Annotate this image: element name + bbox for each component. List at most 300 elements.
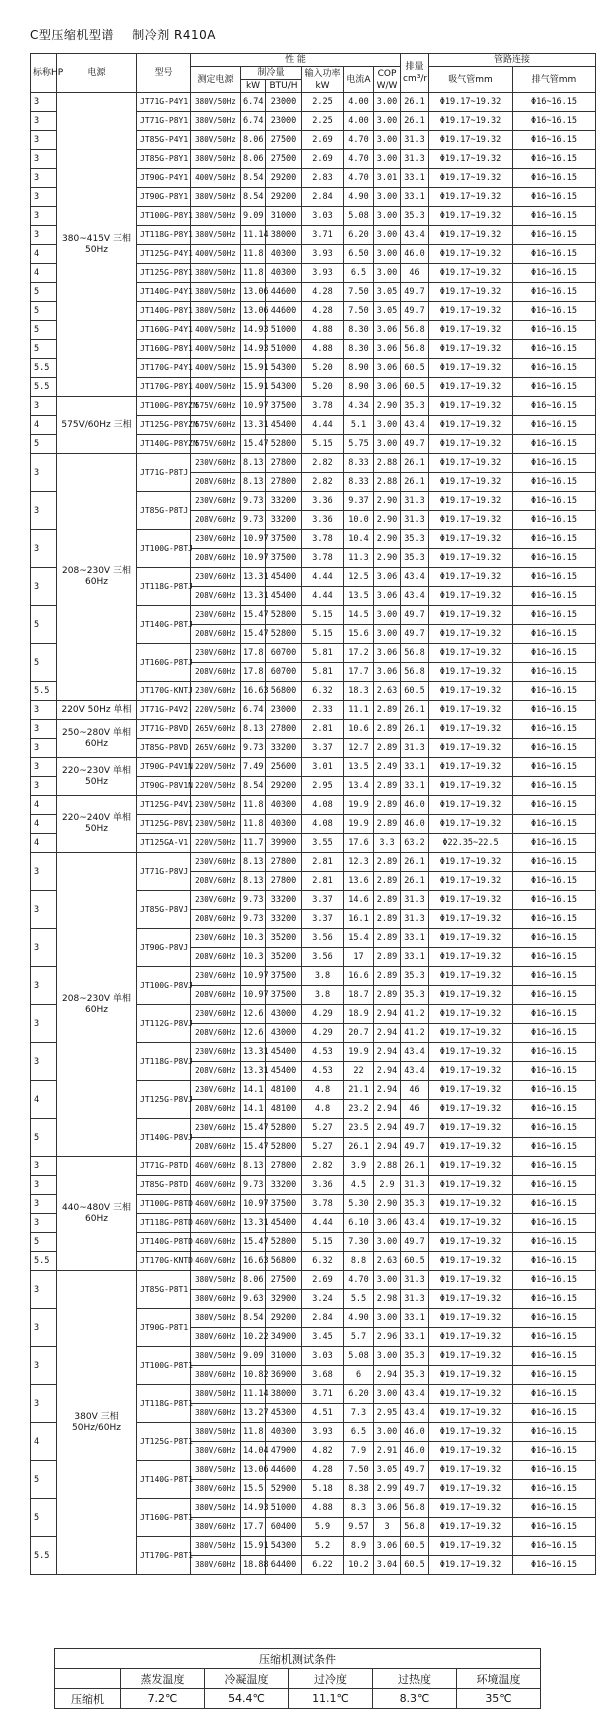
cooling-kw-cell: 8.54 — [241, 1309, 266, 1328]
cop-cell: 2.94 — [374, 1062, 401, 1081]
test-power-cell: 230V/60Hz — [191, 606, 241, 625]
discharge-pipe-cell: Φ16~16.15 — [513, 1404, 596, 1423]
suction-pipe-cell: Φ19.17~19.32 — [429, 1119, 513, 1138]
cop-cell: 2.89 — [374, 948, 401, 967]
test-power-cell: 380V/50Hz — [191, 302, 241, 321]
cooling-btu-cell: 40300 — [266, 264, 302, 283]
discharge-pipe-cell: Φ16~16.15 — [513, 1062, 596, 1081]
input-power-cell: 5.18 — [302, 1480, 344, 1499]
condition-header: 蒸发温度 — [121, 1669, 205, 1689]
discharge-pipe-cell: Φ16~16.15 — [513, 1328, 596, 1347]
cooling-kw-cell: 8.06 — [241, 131, 266, 150]
cooling-btu-cell: 48100 — [266, 1081, 302, 1100]
suction-pipe-cell: Φ19.17~19.32 — [429, 1252, 513, 1271]
model-cell: JT125G-P8YZN — [137, 416, 191, 435]
cooling-btu-cell: 37500 — [266, 549, 302, 568]
cop-cell: 3.06 — [374, 1499, 401, 1518]
suction-pipe-cell: Φ19.17~19.32 — [429, 454, 513, 473]
current-cell: 13.5 — [344, 587, 374, 606]
cooling-kw-cell: 14.93 — [241, 1499, 266, 1518]
discharge-pipe-cell: Φ16~16.15 — [513, 378, 596, 397]
model-cell: JT90G-P8Y1 — [137, 188, 191, 207]
current-cell: 8.3 — [344, 1499, 374, 1518]
power-group-cell: 440~480V 三相 60Hz — [57, 1157, 137, 1271]
cooling-btu-cell: 44600 — [266, 1461, 302, 1480]
hp-cell: 3 — [31, 207, 57, 226]
suction-header: 吸气管mm — [429, 67, 513, 93]
cop-cell: 2.91 — [374, 1442, 401, 1461]
test-power-cell: 208V/60Hz — [191, 872, 241, 891]
suction-pipe-cell: Φ19.17~19.32 — [429, 1062, 513, 1081]
cooling-btu-cell: 29200 — [266, 188, 302, 207]
model-cell: JT100G-P8TD — [137, 1195, 191, 1214]
input-power-cell: 3.8 — [302, 967, 344, 986]
displacement-cell: 60.5 — [401, 359, 429, 378]
displacement-cell: 56.8 — [401, 321, 429, 340]
model-cell: JT85G-P8TD — [137, 1176, 191, 1195]
suction-pipe-cell: Φ19.17~19.32 — [429, 739, 513, 758]
current-cell: 5.08 — [344, 207, 374, 226]
cop-cell: 3.05 — [374, 1461, 401, 1480]
suction-pipe-cell: Φ19.17~19.32 — [429, 1195, 513, 1214]
cooling-kw-cell: 8.13 — [241, 1157, 266, 1176]
condition-header — [55, 1669, 121, 1689]
cop-cell: 3.06 — [374, 568, 401, 587]
cop-cell: 2.99 — [374, 1480, 401, 1499]
cooling-btu-cell: 48100 — [266, 1100, 302, 1119]
current-cell: 6.50 — [344, 245, 374, 264]
cop-cell: 3.00 — [374, 416, 401, 435]
hp-cell: 3 — [31, 1271, 57, 1309]
model-cell: JT170G-KNTD — [137, 1252, 191, 1271]
displacement-cell: 43.4 — [401, 416, 429, 435]
discharge-pipe-cell: Φ16~16.15 — [513, 606, 596, 625]
test-power-cell: 208V/60Hz — [191, 948, 241, 967]
input-power-cell: 2.82 — [302, 1157, 344, 1176]
test-power-cell: 230V/60Hz — [191, 1043, 241, 1062]
test-power-cell: 208V/60Hz — [191, 663, 241, 682]
discharge-pipe-cell: Φ16~16.15 — [513, 758, 596, 777]
current-cell: 12.5 — [344, 568, 374, 587]
suction-pipe-cell: Φ19.17~19.32 — [429, 1480, 513, 1499]
input-power-cell: 2.83 — [302, 169, 344, 188]
displacement-cell: 43.4 — [401, 1385, 429, 1404]
cooling-kw-cell: 10.97 — [241, 1195, 266, 1214]
cop-cell: 2.90 — [374, 1195, 401, 1214]
model-cell: JT90G-P8VJ — [137, 929, 191, 967]
suction-pipe-cell: Φ19.17~19.32 — [429, 511, 513, 530]
input-power-cell: 5.15 — [302, 625, 344, 644]
test-power-cell: 400V/50Hz — [191, 169, 241, 188]
cop-cell: 2.89 — [374, 910, 401, 929]
current-cell: 4.5 — [344, 1176, 374, 1195]
current-cell: 7.50 — [344, 302, 374, 321]
cooling-btu-cell: 54300 — [266, 359, 302, 378]
current-cell: 23.2 — [344, 1100, 374, 1119]
displacement-cell: 31.3 — [401, 891, 429, 910]
model-cell: JT125GA-V1 — [137, 834, 191, 853]
cooling-kw-cell: 6.74 — [241, 701, 266, 720]
model-cell: JT140G-P4Y1 — [137, 283, 191, 302]
input-power-cell: 4.8 — [302, 1081, 344, 1100]
cooling-btu-cell: 32900 — [266, 1290, 302, 1309]
model-cell: JT85G-P4Y1 — [137, 131, 191, 150]
input-power-cell: 5.15 — [302, 606, 344, 625]
power-group-cell: 380~415V 三相 50Hz — [57, 93, 137, 397]
input-power-cell: 3.36 — [302, 1176, 344, 1195]
condition-header: 环境温度 — [457, 1669, 541, 1689]
cooling-btu-cell: 52800 — [266, 606, 302, 625]
suction-pipe-cell: Φ19.17~19.32 — [429, 245, 513, 264]
suction-pipe-cell: Φ19.17~19.32 — [429, 587, 513, 606]
displacement-cell: 31.3 — [401, 492, 429, 511]
displacement-cell: 46 — [401, 1081, 429, 1100]
discharge-pipe-cell: Φ16~16.15 — [513, 359, 596, 378]
cooling-kw-cell: 9.73 — [241, 1176, 266, 1195]
cooling-kw-cell: 12.6 — [241, 1005, 266, 1024]
hp-header: 标称HP — [31, 54, 57, 93]
cooling-btu-cell: 25600 — [266, 758, 302, 777]
cop-cell: 3.05 — [374, 283, 401, 302]
displacement-cell: 49.7 — [401, 1461, 429, 1480]
suction-pipe-cell: Φ19.17~19.32 — [429, 663, 513, 682]
hp-cell: 3 — [31, 1309, 57, 1347]
current-cell: 19.9 — [344, 796, 374, 815]
suction-pipe-cell: Φ19.17~19.32 — [429, 492, 513, 511]
suction-pipe-cell: Φ19.17~19.32 — [429, 796, 513, 815]
cop-cell: 3.00 — [374, 1385, 401, 1404]
cooling-btu-cell: 38000 — [266, 226, 302, 245]
cooling-kw-cell: 8.54 — [241, 188, 266, 207]
table-row — [31, 1157, 596, 1176]
hp-cell: 3 — [31, 1005, 57, 1043]
cop-cell: 3.00 — [374, 625, 401, 644]
cooling-btu-cell: 33200 — [266, 739, 302, 758]
model-cell: JT85G-P8Y1 — [137, 150, 191, 169]
model-cell: JT160G-P4Y1 — [137, 321, 191, 340]
suction-pipe-cell: Φ19.17~19.32 — [429, 283, 513, 302]
input-power-cell: 3.55 — [302, 834, 344, 853]
cooling-kw-cell: 15.47 — [241, 606, 266, 625]
suction-pipe-cell: Φ19.17~19.32 — [429, 1385, 513, 1404]
cop-cell: 2.89 — [374, 929, 401, 948]
cop-cell: 2.88 — [374, 473, 401, 492]
model-cell: JT71G-P8VJ — [137, 853, 191, 891]
displacement-cell: 26.1 — [401, 454, 429, 473]
cop-cell: 3.00 — [374, 188, 401, 207]
discharge-pipe-cell: Φ16~16.15 — [513, 492, 596, 511]
current-cell: 15.4 — [344, 929, 374, 948]
displacement-cell: 26.1 — [401, 473, 429, 492]
cooling-kw-cell: 7.49 — [241, 758, 266, 777]
displacement-cell: 31.3 — [401, 150, 429, 169]
test-power-header: 测定电源 — [191, 67, 241, 93]
hp-cell: 3 — [31, 739, 57, 758]
cooling-btu-cell: 51000 — [266, 340, 302, 359]
input-power-cell: 4.88 — [302, 321, 344, 340]
kw-header: kW — [241, 80, 266, 93]
input-power-cell: 3.56 — [302, 929, 344, 948]
hp-cell: 3 — [31, 492, 57, 530]
discharge-pipe-cell: Φ16~16.15 — [513, 1461, 596, 1480]
cooling-kw-cell: 15.91 — [241, 359, 266, 378]
performance-header: 性 能 — [191, 54, 401, 67]
displacement-cell: 26.1 — [401, 112, 429, 131]
table-row — [31, 701, 596, 720]
model-header: 型号 — [137, 54, 191, 93]
suction-pipe-cell: Φ19.17~19.32 — [429, 1081, 513, 1100]
suction-pipe-cell: Φ19.17~19.32 — [429, 606, 513, 625]
cooling-btu-cell: 52800 — [266, 1233, 302, 1252]
discharge-pipe-cell: Φ16~16.15 — [513, 1157, 596, 1176]
condition-header: 过热度 — [373, 1669, 457, 1689]
hp-cell: 3 — [31, 1385, 57, 1423]
suction-pipe-cell: Φ19.17~19.32 — [429, 1214, 513, 1233]
suction-pipe-cell: Φ19.17~19.32 — [429, 150, 513, 169]
cooling-kw-cell: 9.73 — [241, 891, 266, 910]
hp-cell: 5 — [31, 1499, 57, 1537]
discharge-pipe-cell: Φ16~16.15 — [513, 511, 596, 530]
cooling-kw-cell: 13.31 — [241, 587, 266, 606]
input-power-cell: 5.2 — [302, 1537, 344, 1556]
suction-pipe-cell: Φ19.17~19.32 — [429, 1157, 513, 1176]
cooling-btu-cell: 39900 — [266, 834, 302, 853]
cooling-btu-cell: 40300 — [266, 796, 302, 815]
current-cell: 20.7 — [344, 1024, 374, 1043]
hp-cell: 5 — [31, 340, 57, 359]
discharge-pipe-cell: Φ16~16.15 — [513, 701, 596, 720]
suction-pipe-cell: Φ19.17~19.32 — [429, 131, 513, 150]
cop-cell: 2.94 — [374, 1119, 401, 1138]
input-power-cell: 3.36 — [302, 492, 344, 511]
suction-pipe-cell: Φ19.17~19.32 — [429, 397, 513, 416]
cooling-kw-cell: 11.8 — [241, 796, 266, 815]
discharge-pipe-cell: Φ16~16.15 — [513, 1347, 596, 1366]
model-cell: JT140G-P8T1 — [137, 1461, 191, 1499]
displacement-cell: 35.3 — [401, 207, 429, 226]
hp-cell: 3 — [31, 1195, 57, 1214]
current-cell: 8.33 — [344, 454, 374, 473]
cooling-btu-cell: 35200 — [266, 948, 302, 967]
discharge-pipe-cell: Φ16~16.15 — [513, 1499, 596, 1518]
discharge-pipe-cell: Φ16~16.15 — [513, 131, 596, 150]
cooling-kw-cell: 8.13 — [241, 454, 266, 473]
discharge-pipe-cell: Φ16~16.15 — [513, 986, 596, 1005]
displacement-cell: 46.0 — [401, 796, 429, 815]
suction-pipe-cell: Φ19.17~19.32 — [429, 264, 513, 283]
cooling-kw-cell: 14.04 — [241, 1442, 266, 1461]
model-cell: JT170G-P8Y1 — [137, 378, 191, 397]
cooling-kw-cell: 15.5 — [241, 1480, 266, 1499]
displacement-cell: 35.3 — [401, 986, 429, 1005]
cop-cell: 2.89 — [374, 853, 401, 872]
displacement-cell: 35.3 — [401, 397, 429, 416]
suction-pipe-cell: Φ19.17~19.32 — [429, 701, 513, 720]
table-row — [31, 397, 596, 416]
suction-pipe-cell: Φ19.17~19.32 — [429, 1271, 513, 1290]
cop-cell: 2.9 — [374, 1176, 401, 1195]
test-power-cell: 575V/60Hz — [191, 397, 241, 416]
cooling-kw-cell: 14.1 — [241, 1081, 266, 1100]
current-cell: 16.6 — [344, 967, 374, 986]
cooling-kw-cell: 9.09 — [241, 207, 266, 226]
suction-pipe-cell: Φ19.17~19.32 — [429, 1461, 513, 1480]
cop-cell: 2.90 — [374, 492, 401, 511]
cop-cell: 3.00 — [374, 1233, 401, 1252]
cooling-btu-cell: 51000 — [266, 321, 302, 340]
displacement-cell: 33.1 — [401, 1328, 429, 1347]
input-power-cell: 2.25 — [302, 112, 344, 131]
cooling-btu-cell: 52800 — [266, 1138, 302, 1157]
displacement-cell: 31.3 — [401, 910, 429, 929]
test-power-cell: 460V/60Hz — [191, 1233, 241, 1252]
cooling-btu-cell: 64400 — [266, 1556, 302, 1575]
discharge-pipe-cell: Φ16~16.15 — [513, 1081, 596, 1100]
cooling-kw-cell: 9.09 — [241, 1347, 266, 1366]
cooling-btu-cell: 27800 — [266, 720, 302, 739]
cop-cell: 3.00 — [374, 264, 401, 283]
displacement-cell: 56.8 — [401, 663, 429, 682]
cop-cell: 3.00 — [374, 1271, 401, 1290]
cop-cell: 3.00 — [374, 131, 401, 150]
page-title — [30, 26, 230, 43]
test-power-cell: 230V/60Hz — [191, 530, 241, 549]
current-cell: 17.7 — [344, 663, 374, 682]
cop-cell: 2.49 — [374, 758, 401, 777]
table-row — [31, 758, 596, 777]
current-cell: 7.3 — [344, 1404, 374, 1423]
current-cell: 8.8 — [344, 1252, 374, 1271]
hp-cell: 3 — [31, 169, 57, 188]
displacement-cell: 33.1 — [401, 188, 429, 207]
test-power-cell: 220V/50Hz — [191, 834, 241, 853]
hp-cell: 3 — [31, 701, 57, 720]
hp-cell: 3 — [31, 131, 57, 150]
displacement-cell: 26.1 — [401, 701, 429, 720]
suction-pipe-cell: Φ19.17~19.32 — [429, 359, 513, 378]
cooling-kw-cell: 14.1 — [241, 1100, 266, 1119]
cop-cell: 3.05 — [374, 302, 401, 321]
power-group-cell: 208~230V 单相 60Hz — [57, 853, 137, 1157]
suction-pipe-cell: Φ19.17~19.32 — [429, 910, 513, 929]
displacement-cell: 35.3 — [401, 549, 429, 568]
current-cell: 4.90 — [344, 1309, 374, 1328]
current-cell: 13.6 — [344, 872, 374, 891]
discharge-pipe-cell: Φ16~16.15 — [513, 815, 596, 834]
cooling-kw-cell: 10.97 — [241, 986, 266, 1005]
model-cell: JT100G-P8YZN — [137, 397, 191, 416]
cooling-btu-cell: 37500 — [266, 986, 302, 1005]
cop-cell: 2.94 — [374, 1138, 401, 1157]
discharge-pipe-cell: Φ16~16.15 — [513, 473, 596, 492]
hp-cell: 4 — [31, 815, 57, 834]
suction-pipe-cell: Φ19.17~19.32 — [429, 1309, 513, 1328]
cooling-btu-cell: 40300 — [266, 245, 302, 264]
cop-cell: 2.90 — [374, 511, 401, 530]
cop-cell: 3.00 — [374, 606, 401, 625]
discharge-pipe-cell: Φ16~16.15 — [513, 796, 596, 815]
cooling-btu-cell: 31000 — [266, 207, 302, 226]
discharge-header: 排气管mm — [513, 67, 596, 93]
discharge-pipe-cell: Φ16~16.15 — [513, 1195, 596, 1214]
cop-cell: 3.00 — [374, 1423, 401, 1442]
hp-cell: 3 — [31, 929, 57, 967]
hp-cell: 4 — [31, 834, 57, 853]
compressor-spec-table — [30, 53, 596, 1575]
cooling-btu-cell: 40300 — [266, 815, 302, 834]
hp-cell: 5 — [31, 302, 57, 321]
cooling-btu-cell: 37500 — [266, 1195, 302, 1214]
discharge-pipe-cell: Φ16~16.15 — [513, 112, 596, 131]
suction-pipe-cell: Φ19.17~19.32 — [429, 1176, 513, 1195]
cooling-kw-cell: 10.97 — [241, 530, 266, 549]
test-power-cell: 230V/60Hz — [191, 1081, 241, 1100]
cooling-btu-cell: 29200 — [266, 777, 302, 796]
suction-pipe-cell: Φ19.17~19.32 — [429, 568, 513, 587]
cooling-btu-cell: 47900 — [266, 1442, 302, 1461]
model-cell: JT90G-P4Y1 — [137, 169, 191, 188]
discharge-pipe-cell: Φ16~16.15 — [513, 625, 596, 644]
input-power-cell: 3.36 — [302, 511, 344, 530]
cop-cell: 2.89 — [374, 872, 401, 891]
displacement-cell: 49.7 — [401, 1119, 429, 1138]
hp-cell: 4 — [31, 1081, 57, 1119]
test-power-cell: 460V/60Hz — [191, 1195, 241, 1214]
cop-cell: 3.00 — [374, 435, 401, 454]
displacement-cell: 56.8 — [401, 1518, 429, 1537]
cop-cell: 3.01 — [374, 169, 401, 188]
conditions-title: 压缩机测试条件 — [55, 1649, 541, 1669]
model-cell: JT112G-P8VJ — [137, 1005, 191, 1043]
hp-cell: 3 — [31, 93, 57, 112]
model-cell: JT85G-P8VJ — [137, 891, 191, 929]
cooling-kw-cell: 6.74 — [241, 112, 266, 131]
hp-cell: 3 — [31, 1176, 57, 1195]
cop-cell: 2.94 — [374, 1366, 401, 1385]
suction-pipe-cell: Φ19.17~19.32 — [429, 1043, 513, 1062]
cooling-kw-cell: 13.27 — [241, 1404, 266, 1423]
cooling-btu-cell: 44600 — [266, 302, 302, 321]
current-cell: 10.6 — [344, 720, 374, 739]
test-power-cell: 380V/50Hz — [191, 1271, 241, 1290]
test-power-cell: 220V/50Hz — [191, 758, 241, 777]
input-power-cell: 2.25 — [302, 93, 344, 112]
suction-pipe-cell: Φ19.17~19.32 — [429, 1423, 513, 1442]
discharge-pipe-cell: Φ16~16.15 — [513, 1138, 596, 1157]
displacement-cell: 49.7 — [401, 435, 429, 454]
cooling-btu-cell: 45400 — [266, 416, 302, 435]
test-power-cell: 230V/60Hz — [191, 644, 241, 663]
table-row — [31, 853, 596, 872]
input-power-cell: 3.37 — [302, 910, 344, 929]
condition-header: 过冷度 — [289, 1669, 373, 1689]
cooling-btu-cell: 29200 — [266, 1309, 302, 1328]
current-cell: 17 — [344, 948, 374, 967]
suction-pipe-cell: Φ19.17~19.32 — [429, 891, 513, 910]
current-cell: 3.9 — [344, 1157, 374, 1176]
current-cell: 4.70 — [344, 150, 374, 169]
suction-pipe-cell: Φ19.17~19.32 — [429, 777, 513, 796]
cooling-btu-cell: 60400 — [266, 1518, 302, 1537]
cooling-btu-cell: 37500 — [266, 530, 302, 549]
input-power-cell: 2.84 — [302, 1309, 344, 1328]
discharge-pipe-cell: Φ16~16.15 — [513, 872, 596, 891]
cop-cell: 2.96 — [374, 1328, 401, 1347]
model-cell: JT125G-P8VJ — [137, 1081, 191, 1119]
suction-pipe-cell: Φ19.17~19.32 — [429, 625, 513, 644]
input-power-cell: 5.15 — [302, 435, 344, 454]
displacement-cell: 33.1 — [401, 169, 429, 188]
